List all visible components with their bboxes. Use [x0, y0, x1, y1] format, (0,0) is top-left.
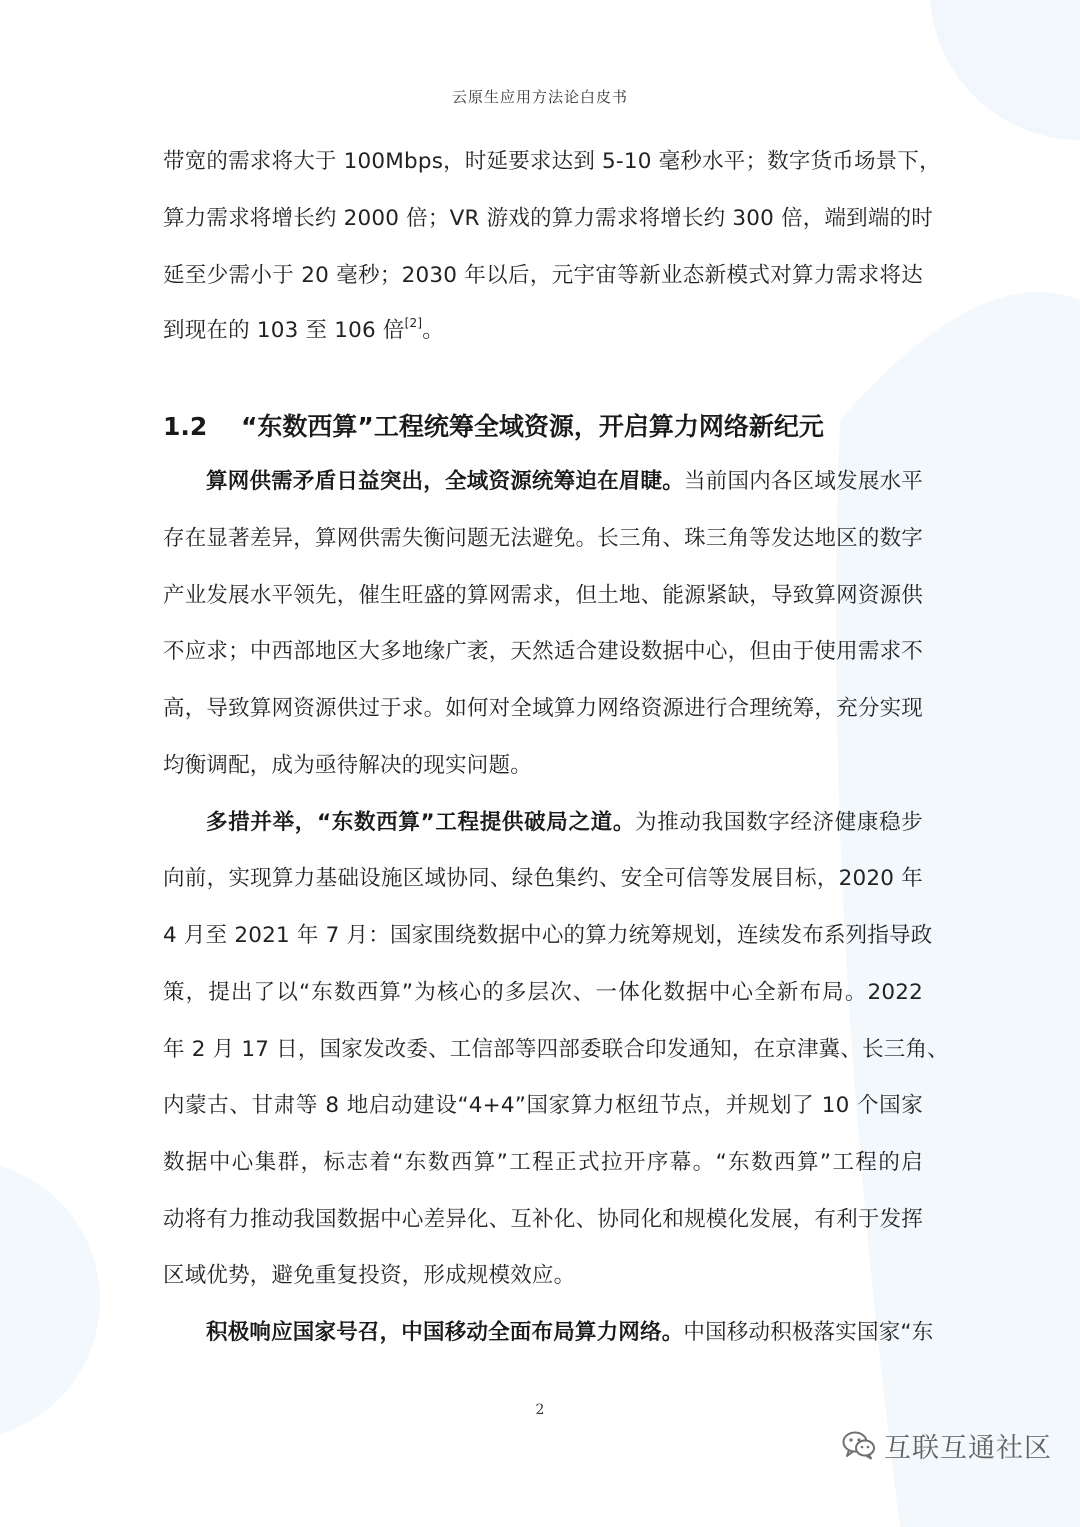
paragraph-line: 内蒙古、甘肃等 8 地启动建设“4+4”国家算力枢纽节点，并规划了 10 个国家	[163, 1093, 923, 1118]
paragraph-line: 年 2 月 17 日，国家发改委、工信部等四部委联合印发通知，在京津冀、长三角、	[163, 1037, 949, 1062]
section-title: “东数西算”工程统筹全域资源，开启算力网络新纪元	[241, 412, 824, 441]
paragraph-line: 数据中心集群，标志着“东数西算”工程正式拉开序幕。“东数西算”工程的启	[163, 1150, 923, 1175]
paragraph-lead: 算网供需矛盾日益突出，全域资源统筹迫在眉睫。	[206, 469, 685, 494]
paragraph-line: 策，提出了以“东数西算”为核心的多层次、一体化数据中心全新布局。2022	[163, 980, 923, 1005]
paragraph-line: 4 月至 2021 年 7 月：国家围绕数据中心的算力统筹规划，连续发布系列指导政	[163, 923, 933, 948]
line-text: 为推动我国数字经济健康稳步	[635, 810, 923, 835]
paragraph-line: 区域优势，避免重复投资，形成规模效应。	[163, 1263, 576, 1288]
paragraph-line: 高，导致算网资源供过于求。如何对全域算力网络资源进行合理统筹，充分实现	[163, 696, 923, 721]
paragraph-first-line	[206, 467, 923, 497]
section-heading	[163, 410, 923, 444]
paragraph-lead: 积极响应国家号召，中国移动全面布局算力网络。	[206, 1320, 684, 1345]
paragraph-line: 不应求；中西部地区大多地缘广袤，天然适合建设数据中心，但由于使用需求不	[163, 639, 923, 664]
paragraph-lead: 多措并举，“东数西算”工程提供破局之道。	[206, 810, 636, 835]
page-number: 2	[535, 1402, 545, 1418]
paragraph-first-line	[206, 808, 923, 838]
paragraph-line: 产业发展水平领先，催生旺盛的算网需求，但土地、能源紧缺，导致算网资源供	[163, 583, 923, 608]
paragraph-line: 算力需求将增长约 2000 倍；VR 游戏的算力需求将增长约 300 倍，端到端的时	[163, 206, 933, 231]
citation-reference[interactable]: [2]	[404, 315, 423, 330]
paragraph-line: 带宽的需求将大于 100Mbps，时延要求达到 5-10 毫秒水平；数字货币场景下，	[163, 149, 941, 174]
line-text: 当前国内各区域发展水平	[684, 469, 923, 494]
watermark	[842, 1427, 1052, 1463]
wechat-icon	[842, 1430, 876, 1460]
section-number: 1.2	[163, 412, 208, 441]
paragraph-line: 动将有力推动我国数据中心差异化、互补化、协同化和规模化发展，有利于发挥	[163, 1207, 923, 1232]
paragraph-first-line	[206, 1318, 934, 1348]
paragraph-line: 向前，实现算力基础设施区域协同、绿色集约、安全可信等发展目标，2020 年	[163, 866, 923, 891]
watermark-text: 互联互通社区	[884, 1432, 1052, 1464]
running-header: 云原生应用方法论白皮书	[451, 88, 628, 106]
line-text: 中国移动积极落实国家“东	[683, 1320, 934, 1345]
paragraph-line	[163, 316, 923, 346]
paragraph-line: 均衡调配，成为亟待解决的现实问题。	[163, 753, 532, 778]
line-text: 到现在的 103 至 106 倍	[163, 318, 405, 343]
paragraph-line: 延至少需小于 20 毫秒；2030 年以后，元宇宙等新业态新模式对算力需求将达	[163, 263, 923, 288]
line-text: 。	[422, 318, 444, 343]
paragraph-line: 存在显著差异，算网供需失衡问题无法避免。长三角、珠三角等发达地区的数字	[163, 526, 923, 551]
